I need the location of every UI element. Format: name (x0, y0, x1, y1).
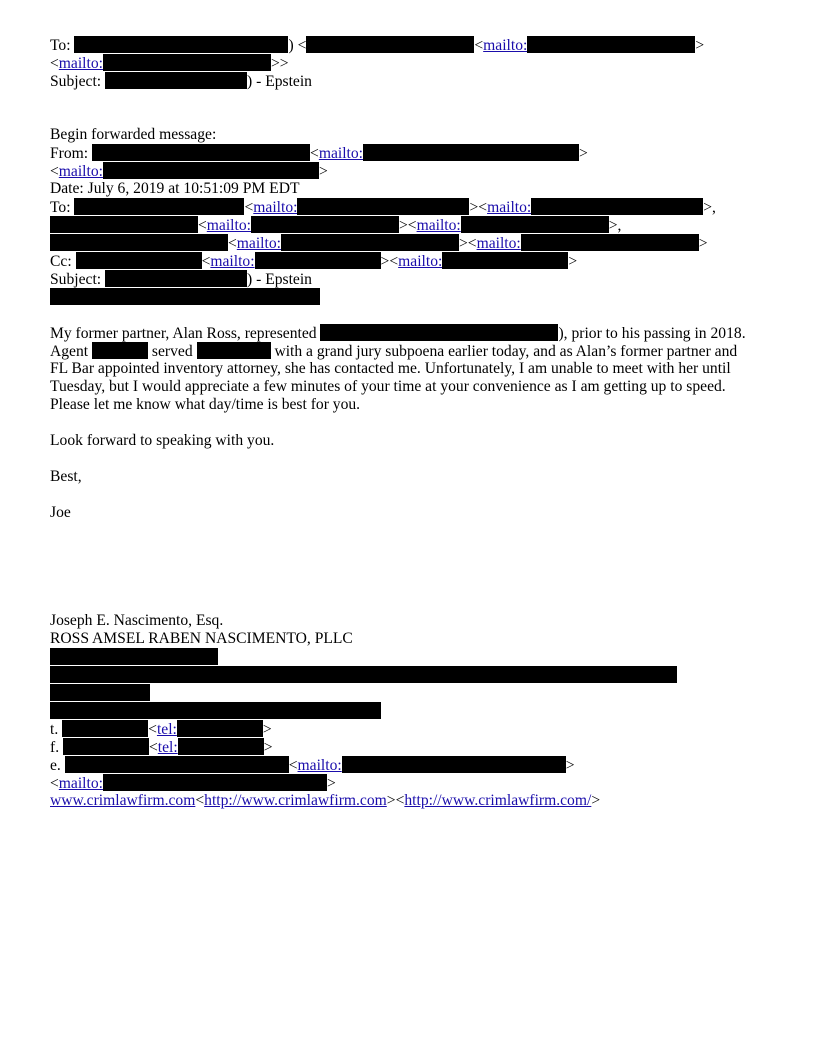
redaction (50, 684, 150, 701)
mailto-link[interactable]: mailto: (236, 235, 281, 252)
mailto-link[interactable]: mailto: (297, 757, 342, 774)
redaction (50, 216, 198, 233)
redaction (50, 648, 218, 665)
redaction (442, 252, 568, 269)
redaction (50, 666, 677, 683)
cc-line: Cc: <mailto: ><mailto: > (50, 253, 578, 270)
redaction (65, 756, 289, 773)
redaction (105, 270, 247, 287)
redaction (255, 252, 381, 269)
mailto-link[interactable]: mailto: (206, 217, 251, 234)
redaction (50, 288, 320, 305)
redaction (74, 198, 244, 215)
closing: Best, (50, 468, 82, 485)
from-label: From: (50, 145, 89, 162)
subject-suffix: ) - Epstein (247, 271, 312, 288)
signature-redacted (50, 648, 780, 666)
to-label: To: (50, 37, 71, 54)
mailto-link[interactable]: mailto: (398, 253, 443, 270)
body-text: with a grand jury subpoena earlier today, and as Alan’s former partner and (274, 343, 738, 360)
redaction (531, 198, 703, 215)
mailto-link[interactable]: mailto: (318, 145, 364, 162)
mailto-link[interactable]: mailto: (58, 55, 103, 72)
mailto-link[interactable]: mailto: (58, 775, 103, 792)
cc-label: Cc: (50, 253, 72, 270)
email-document (50, 36, 780, 810)
mailto-line: <mailto: > (50, 775, 336, 792)
body-text: My former partner, Alan Ross, represented (50, 325, 317, 342)
redaction (363, 144, 579, 161)
mailto-link[interactable]: mailto: (483, 37, 528, 54)
mailto-line: <mailto: >> (50, 55, 289, 72)
mailto-link[interactable]: mailto: (210, 253, 255, 270)
body-line-5: Please let me know what day/time is best for you. (50, 396, 361, 413)
website-link[interactable]: www.crimlawfirm.com (50, 792, 196, 809)
email-label: e. (50, 757, 61, 774)
redaction (281, 234, 459, 251)
redaction (50, 234, 228, 251)
date-line: Date: July 6, 2019 at 10:51:09 PM EDT (50, 180, 300, 197)
fax-line: f. <tel: > (50, 739, 273, 756)
body-text: ), prior to his passing in 2018. (558, 325, 746, 342)
to-label: To: (50, 199, 71, 216)
redaction (178, 738, 264, 755)
fwd-to-line-3: <mailto: ><mailto: > (50, 234, 780, 252)
website-link-2[interactable]: http://www.crimlawfirm.com (204, 792, 387, 809)
redaction (105, 72, 247, 89)
body-text: Agent (50, 343, 89, 360)
redaction (521, 234, 699, 251)
fwd-to-line: To: <mailto: ><mailto: >, (50, 199, 716, 216)
body-text: served (151, 343, 193, 360)
phone-line: t. <tel: > (50, 721, 272, 738)
redaction (320, 324, 558, 341)
redaction (306, 36, 474, 53)
body-line-4: Tuesday, but I would appreciate a few minutes of your time at your convenience as I am getting up to speed. (50, 378, 726, 395)
subject-label: Subject: (50, 73, 102, 90)
from-line: From: <mailto: > (50, 145, 588, 162)
signature-firm: ROSS AMSEL RABEN NASCIMENTO, PLLC (50, 630, 353, 647)
redaction (50, 702, 381, 719)
body-line-2 (50, 342, 780, 360)
redaction (62, 720, 148, 737)
redaction (527, 36, 695, 53)
redaction (74, 36, 288, 53)
signature-redacted (50, 666, 780, 684)
redaction (461, 216, 609, 233)
signature-name: Joseph E. Nascimento, Esq. (50, 612, 224, 629)
tel-link[interactable]: tel: (156, 721, 177, 738)
redaction (103, 774, 327, 791)
to-line: To: ) < <mailto: > (50, 37, 705, 54)
fwd-to-line-2: <mailto: ><mailto: >, (50, 216, 780, 234)
redaction (197, 342, 271, 359)
email-line: e. <mailto: > (50, 757, 575, 774)
redacted-line (50, 288, 780, 306)
redaction (63, 738, 149, 755)
subject-suffix: ) - Epstein (247, 73, 312, 90)
website-line: www.crimlawfirm.com<http://www.crimlawfirm.com><http://www.crimlawfirm.com/> (50, 792, 601, 809)
phone-label: t. (50, 721, 59, 738)
redaction (342, 756, 566, 773)
sender-name: Joe (50, 504, 71, 521)
subject-line (50, 72, 780, 90)
body-paragraph-2: Look forward to speaking with you. (50, 432, 275, 449)
redaction (251, 216, 399, 233)
redaction (103, 162, 319, 179)
mailto-link[interactable]: mailto: (253, 199, 298, 216)
tel-link[interactable]: tel: (157, 739, 178, 756)
redaction (76, 252, 202, 269)
body-line-1 (50, 324, 780, 342)
redaction (297, 198, 469, 215)
website-link-3[interactable]: http://www.crimlawfirm.com/ (404, 792, 592, 809)
mailto-link[interactable]: mailto: (58, 163, 103, 180)
mailto-line: <mailto: > (50, 163, 328, 180)
fwd-subject-line (50, 270, 780, 288)
mailto-link[interactable]: mailto: (416, 217, 461, 234)
signature-redacted (50, 702, 780, 720)
redaction (177, 720, 263, 737)
subject-label: Subject: (50, 271, 102, 288)
redaction (92, 144, 310, 161)
redaction (103, 54, 271, 71)
redaction (92, 342, 148, 359)
fax-label: f. (50, 739, 60, 756)
signature-redacted (50, 684, 780, 702)
mailto-link[interactable]: mailto: (476, 235, 521, 252)
body-line-3: FL Bar appointed inventory attorney, she has contacted me. Unfortunately, I am unable to meet with her until (50, 360, 731, 377)
forward-heading: Begin forwarded message: (50, 126, 217, 143)
mailto-link[interactable]: mailto: (487, 199, 532, 216)
